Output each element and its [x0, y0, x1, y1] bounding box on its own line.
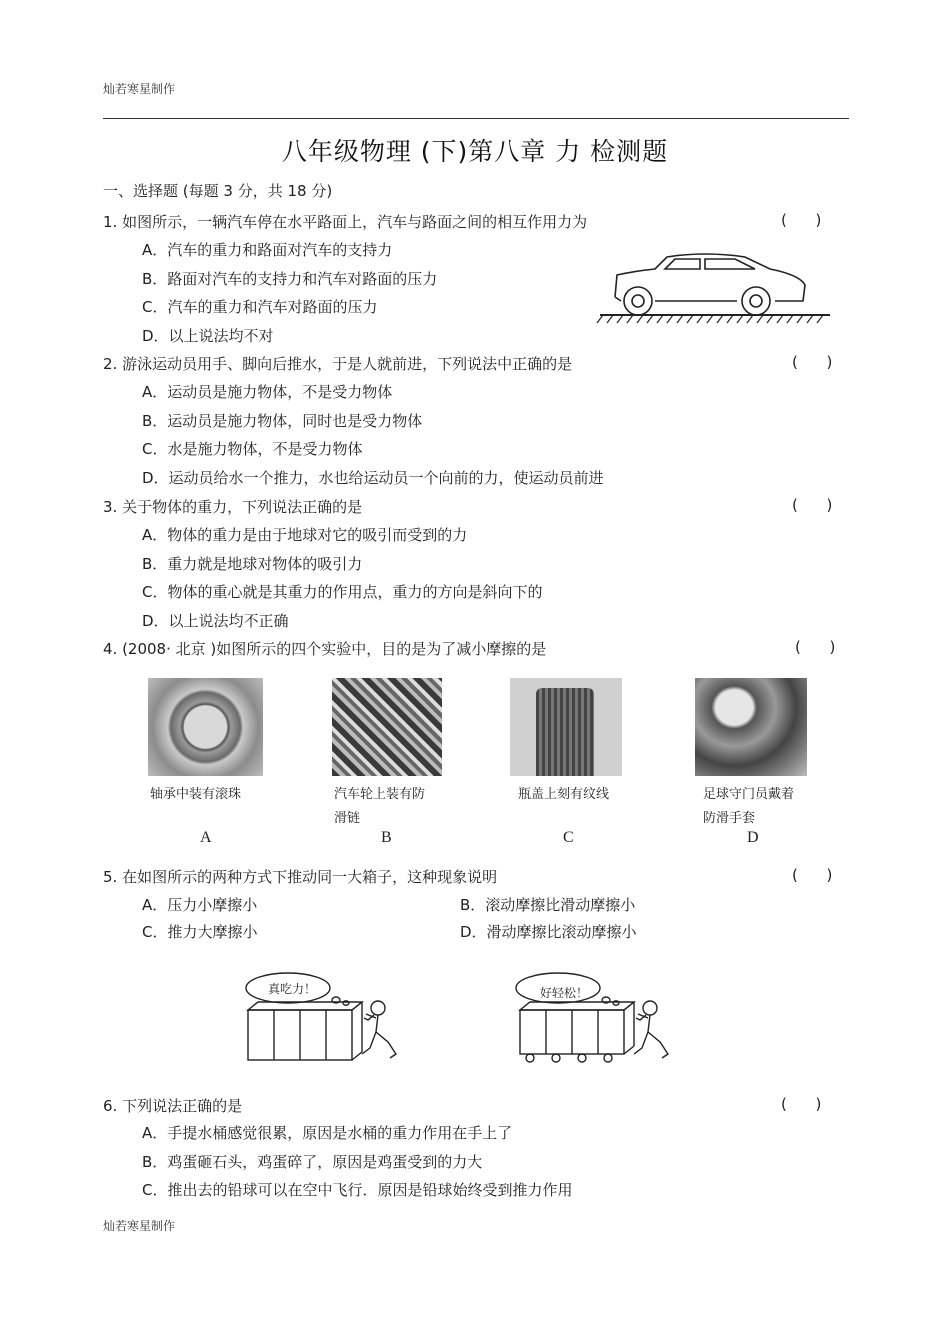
question-3-answer-blank: ( ) [792, 496, 833, 514]
figure-d-letter: D [747, 829, 759, 846]
question-5-option-c: C．推力大摩擦小 [142, 923, 258, 941]
bottle-cap-photo [510, 678, 622, 776]
figure-b-caption-line2: 滑链 [334, 811, 361, 826]
snow-chain-photo [332, 678, 442, 776]
question-2-answer-blank: ( ) [792, 353, 833, 371]
header-rule [103, 118, 849, 119]
question-2-option-d: D．运动员给水一个推力，水也给运动员一个向前的力，使运动员前进 [142, 469, 604, 487]
question-1-option-b: B．路面对汽车的支持力和汽车对路面的压力 [142, 270, 438, 288]
question-6-option-c: C．推出去的铅球可以在空中飞行．原因是铅球始终受到推力作用 [142, 1181, 573, 1199]
bubble-text-right: 好轻松！ [540, 986, 589, 1000]
figure-c-letter: C [563, 829, 574, 846]
car-on-road-figure [595, 245, 835, 325]
figure-c-caption: 瓶盖上刻有纹线 [518, 787, 610, 802]
section-heading: 一、选择题 (每题 3 分，共 18 分) [103, 182, 333, 200]
question-5-option-b: B．滚动摩擦比滑动摩擦小 [460, 896, 636, 914]
figure-a-letter: A [200, 829, 212, 846]
question-5-option-d: D．滑动摩擦比滚动摩擦小 [460, 923, 637, 941]
figure-b-caption: 汽车轮上装有防 [334, 787, 426, 802]
question-3-option-d: D．以上说法均不正确 [142, 612, 289, 630]
question-6-answer-blank: ( ) [781, 1095, 822, 1113]
question-4-stem: 4. (2008· 北京 )如图所示的四个实验中，目的是为了减小摩擦的是 [103, 640, 547, 658]
goalkeeper-glove-photo [695, 678, 807, 776]
question-2-option-a: A．运动员是施力物体，不是受力物体 [142, 383, 393, 401]
question-2-stem: 2. 游泳运动员用手、脚向后推水，于是人就前进，下列说法中正确的是 [103, 355, 573, 373]
question-6-option-b: B．鸡蛋砸石头，鸡蛋碎了，原因是鸡蛋受到的力大 [142, 1153, 483, 1171]
question-2-option-b: B．运动员是施力物体，同时也是受力物体 [142, 412, 423, 430]
figure-d-caption-line2: 防滑手套 [703, 811, 756, 826]
question-3-stem: 3. 关于物体的重力，下列说法正确的是 [103, 498, 363, 516]
question-3-option-a: A．物体的重力是由于地球对它的吸引而受到的力 [142, 526, 468, 544]
question-5-stem: 5. 在如图所示的两种方式下推动同一大箱子，这种现象说明 [103, 868, 498, 886]
bearing-photo [148, 678, 263, 776]
figure-b-letter: B [381, 829, 392, 846]
page-footer: 灿若寒星制作 [103, 1219, 176, 1233]
question-1-stem: 1. 如图所示，一辆汽车停在水平路面上，汽车与路面之间的相互作用力为 [103, 213, 588, 231]
question-1-answer-blank: ( ) [781, 211, 822, 229]
question-3-option-b: B．重力就是地球对物体的吸引力 [142, 555, 363, 573]
question-3-option-c: C．物体的重心就是其重力的作用点，重力的方向是斜向下的 [142, 583, 543, 601]
question-5-option-a: A．压力小摩擦小 [142, 896, 258, 914]
bubble-text-left: 真吃力！ [268, 982, 317, 996]
question-1-option-a: A．汽车的重力和路面对汽车的支持力 [142, 241, 393, 259]
sliding-box-scene [240, 970, 420, 1065]
question-6-stem: 6. 下列说法正确的是 [103, 1097, 243, 1115]
figure-a-caption: 轴承中装有滚珠 [150, 787, 242, 802]
question-1-option-d: D．以上说法均不对 [142, 327, 274, 345]
question-2-option-c: C．水是施力物体，不是受力物体 [142, 440, 363, 458]
question-4-answer-blank: ( ) [795, 638, 836, 656]
question-6-option-a: A．手提水桶感觉很累，原因是水桶的重力作用在手上了 [142, 1124, 513, 1142]
question-5-answer-blank: ( ) [792, 866, 833, 884]
page-title: 八年级物理 (下)第八章 力 检测题 [281, 137, 669, 166]
rolling-box-scene [510, 970, 690, 1065]
question-1-option-c: C．汽车的重力和汽车对路面的压力 [142, 298, 378, 316]
page-header: 灿若寒星制作 [103, 82, 176, 96]
figure-d-caption: 足球守门员戴着 [703, 787, 795, 802]
